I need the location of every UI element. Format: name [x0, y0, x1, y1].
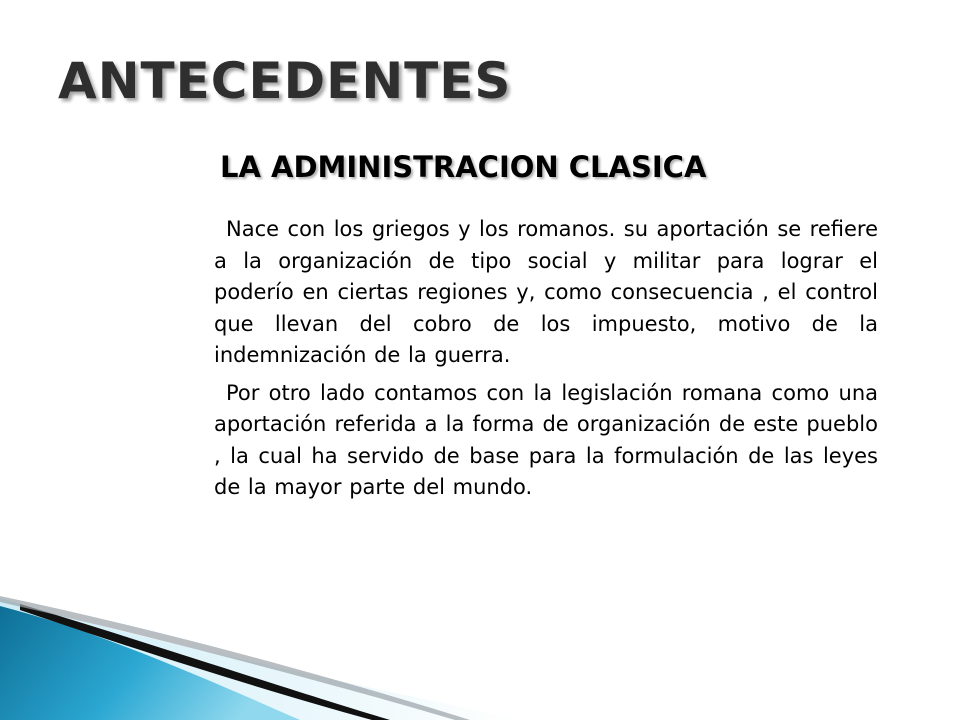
corner-gray-stroke	[0, 596, 470, 720]
corner-teal-band	[0, 606, 300, 720]
slide-body	[214, 214, 878, 510]
paragraph-1: Nace con los griegos y los romanos. su aportación se refiere a la organización de tipo social y militar para lograr el poderío en ciertas regiones y, como consecuencia , el control que llevan del cobro de los impuesto, motivo de la indemnización de la guerra.	[214, 217, 878, 367]
corner-light-band	[0, 598, 520, 720]
slide-title: ANTECEDENTES	[58, 52, 512, 110]
corner-dark-stroke	[20, 604, 390, 720]
slide-subtitle: LA ADMINISTRACION CLASICA	[220, 150, 707, 184]
paragraph-2: Por otro lado contamos con la legislación romana como una aportación referida a la forma de organización de este pueblo , la cual ha servido de base para la formulación de las leyes de la mayor parte del mundo.	[214, 380, 878, 499]
